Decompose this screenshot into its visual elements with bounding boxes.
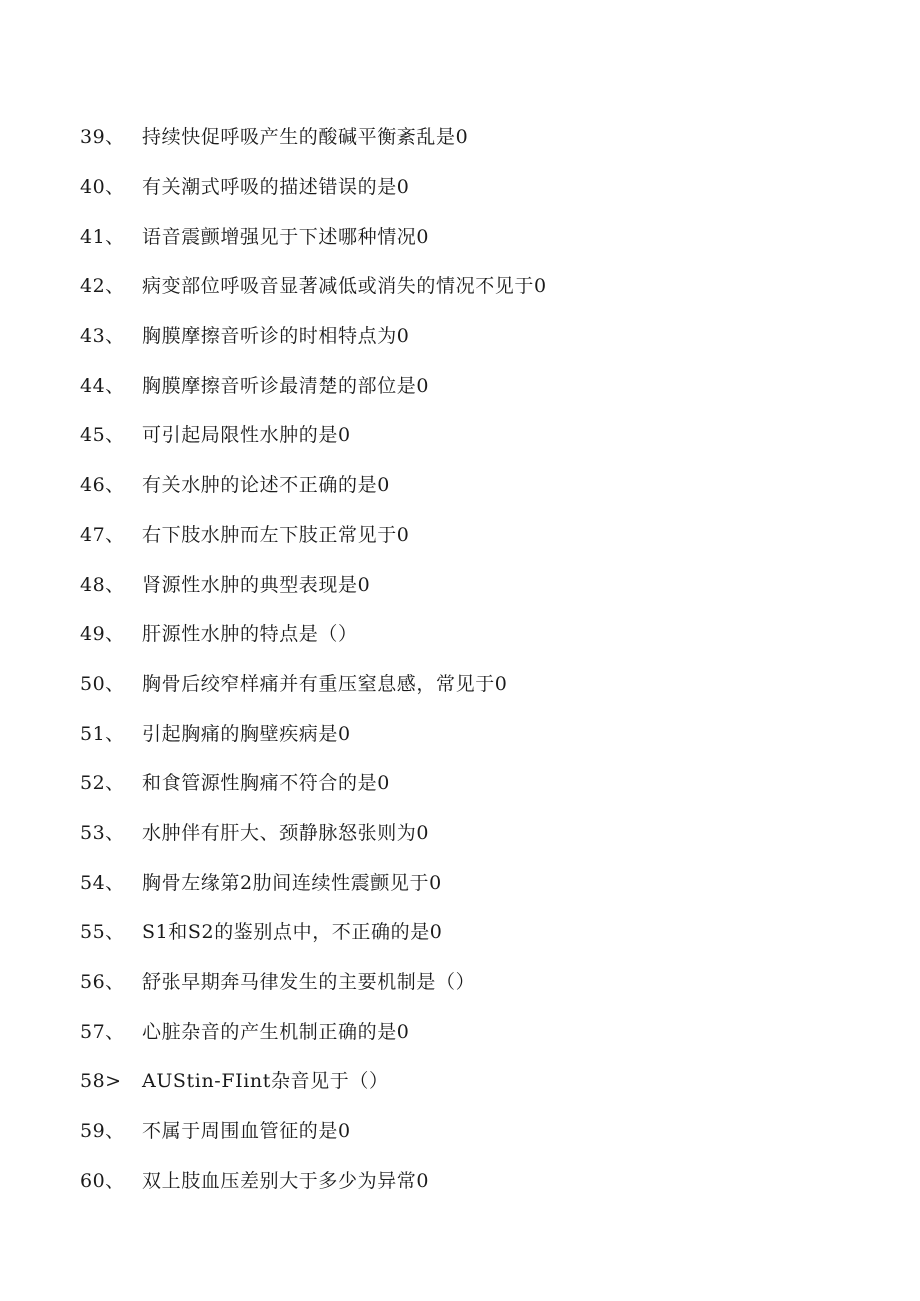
question-item — [80, 1057, 880, 1107]
question-item — [80, 908, 880, 958]
question-text: 胸骨左缘第2肋间连续性震颤见于0 — [142, 871, 442, 894]
question-text: 胸骨后绞窄样痛并有重压窒息感，常见于0 — [142, 672, 508, 695]
question-number: 55、 — [80, 921, 125, 944]
question-text: 可引起局限性水肿的是0 — [142, 424, 351, 447]
question-text: 胸膜摩擦音听诊最清楚的部位是0 — [142, 374, 430, 397]
question-text: 持续快促呼吸产生的酸碱平衡紊乱是0 — [142, 126, 469, 149]
question-item — [80, 113, 880, 163]
question-text: 肾源性水肿的典型表现是0 — [142, 573, 371, 596]
question-number: 44、 — [80, 374, 125, 397]
question-item — [80, 560, 880, 610]
question-number: 45、 — [80, 424, 125, 447]
question-number: 50、 — [80, 672, 125, 695]
question-item — [80, 759, 880, 809]
question-text: 舒张早期奔马律发生的主要机制是（） — [142, 971, 476, 994]
question-item — [80, 809, 880, 859]
question-item — [80, 1107, 880, 1157]
question-number: 51、 — [80, 722, 125, 745]
question-text: 双上肢血压差别大于多少为异常0 — [142, 1169, 430, 1192]
question-item — [80, 858, 880, 908]
question-text: 水肿伴有肝大、颈静脉怒张则为0 — [142, 821, 430, 844]
question-number: 41、 — [80, 225, 125, 248]
question-item — [80, 212, 880, 262]
question-text: 心脏杂音的产生机制正确的是0 — [142, 1020, 410, 1043]
question-number: 56、 — [80, 971, 125, 994]
question-item — [80, 163, 880, 213]
question-number: 49、 — [80, 623, 125, 646]
question-text: S1和S2的鉴别点中，不正确的是0 — [142, 921, 443, 944]
question-number: 43、 — [80, 325, 125, 348]
question-text: 语音震颤增强见于下述哪种情况0 — [142, 225, 430, 248]
question-number: 47、 — [80, 523, 125, 546]
question-item — [80, 511, 880, 561]
question-text: 和食管源性胸痛不符合的是0 — [142, 772, 390, 795]
question-item — [80, 461, 880, 511]
question-item — [80, 958, 880, 1008]
question-number: 59、 — [80, 1120, 125, 1143]
question-item — [80, 610, 880, 660]
question-text: 肝源性水肿的特点是（） — [142, 623, 358, 646]
question-text: 右下肢水肿而左下肢正常见于0 — [142, 523, 410, 546]
question-item — [80, 1156, 880, 1206]
question-text: 有关水肿的论述不正确的是0 — [142, 474, 390, 497]
question-number: 40、 — [80, 176, 125, 199]
question-text: 引起胸痛的胸壁疾病是0 — [142, 722, 351, 745]
question-item — [80, 1007, 880, 1057]
question-number: 52、 — [80, 772, 125, 795]
question-text: 胸膜摩擦音听诊的时相特点为0 — [142, 325, 410, 348]
question-number: 53、 — [80, 821, 125, 844]
question-text: 病变部位呼吸音显著减低或消失的情况不见于0 — [142, 275, 547, 298]
question-item — [80, 660, 880, 710]
question-text: AUStin-FIint杂音见于（） — [142, 1070, 389, 1093]
question-number: 42、 — [80, 275, 125, 298]
question-item — [80, 361, 880, 411]
question-list — [80, 113, 880, 1206]
question-number: 58> — [80, 1070, 122, 1093]
question-number: 54、 — [80, 871, 125, 894]
question-item — [80, 709, 880, 759]
question-item — [80, 411, 880, 461]
question-item — [80, 262, 880, 312]
question-number: 39、 — [80, 126, 125, 149]
question-number: 46、 — [80, 474, 125, 497]
question-item — [80, 312, 880, 362]
question-number: 57、 — [80, 1020, 125, 1043]
question-number: 48、 — [80, 573, 125, 596]
question-text: 有关潮式呼吸的描述错误的是0 — [142, 176, 410, 199]
question-text: 不属于周围血管征的是0 — [142, 1120, 351, 1143]
question-number: 60、 — [80, 1169, 125, 1192]
